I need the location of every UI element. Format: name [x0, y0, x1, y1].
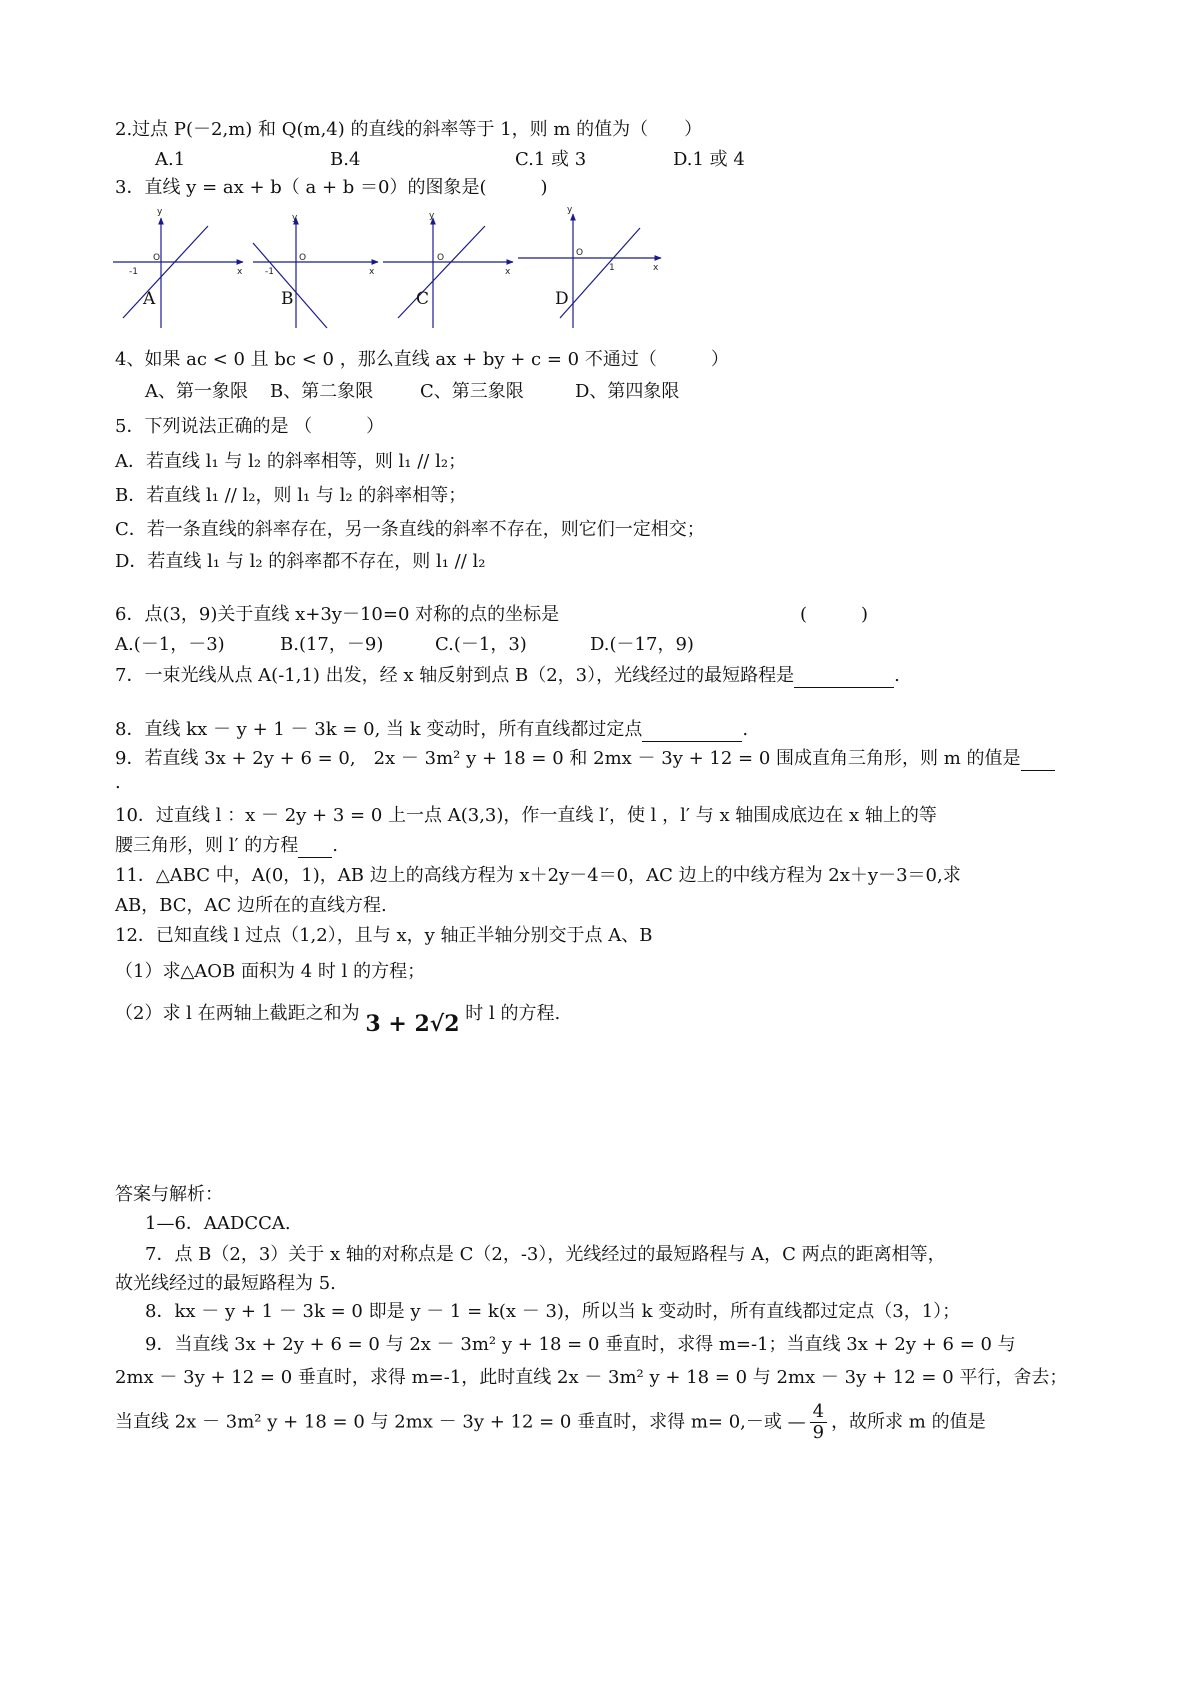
answer-9-line1: 9．当直线 3x + 2y + 6 = 0 与 2x － 3m² y + 18 = 0 垂直时，求得 m=-1；当直线 3x + 2y + 6 = 0 与 [145, 1334, 1016, 1355]
graph-d-tick: 1 [609, 263, 615, 273]
q2-option-b: B.4 [330, 149, 361, 170]
q3-stem: 3．直线 y = ax + b（ a + b ＝0）的图象是( ) [115, 177, 548, 198]
q8-blank [642, 723, 742, 742]
graph-b-y-label: y [292, 213, 298, 223]
q7-text: 7．一束光线从点 A(-1,1) 出发，经 x 轴反射到点 B（2，3），光线经过的最短路程是 [115, 665, 795, 686]
q5-option-d: D．若直线 l₁ 与 l₂ 的斜率都不存在，则 l₁ // l₂ [115, 551, 486, 572]
q5-option-c: C．若一条直线的斜率存在，另一条直线的斜率不存在，则它们一定相交； [115, 519, 705, 540]
q10-blank [298, 839, 332, 858]
graph-d [518, 214, 661, 328]
answer-9-text: 当直线 2x － 3m² y + 18 = 0 与 2mx － 3y + 12 = 0 垂直时，求得 m= 0,－或 — [115, 1411, 806, 1433]
graph-a-tick: -1 [129, 267, 138, 277]
answer-8: 8．kx － y + 1 － 3k = 0 即是 y － 1 = k(x － 3)，所以当 k 变动时，所有直线都过定点（3，1）； [145, 1301, 961, 1322]
q11-line1: 11．△ABC 中，A(0，1)，AB 边上的高线方程为 x＋2y－4＝0，AC 边上的中线方程为 2x＋y－3＝0,求 [115, 865, 961, 886]
graph-d-y-label: y [567, 205, 573, 215]
q10-end: . [332, 835, 339, 856]
answer-9-fraction [810, 1402, 827, 1443]
graph-c [383, 218, 513, 328]
graph-b-label: B [281, 289, 294, 309]
answer-9-end: ，故所求 m 的值是 [831, 1411, 986, 1433]
q6-options [115, 633, 694, 657]
q11-line2: AB，BC，AC 边所在的直线方程. [115, 895, 387, 916]
fraction-denominator: 9 [812, 1422, 825, 1443]
q3-graphs [113, 205, 733, 336]
q5-stem: 5．下列说法正确的是 （ ） [115, 416, 385, 437]
graph-c-x-label: x [505, 267, 511, 277]
graph-d-label: D [555, 289, 569, 309]
answer-9-line3 [115, 1402, 986, 1443]
graph-c-y-label: y [429, 211, 435, 221]
q2-stem: 2.过点 P(－2,m) 和 Q(m,4) 的直线的斜率等于 1，则 m 的值为（ ） [115, 119, 703, 140]
q8-text: 8．直线 kx － y + 1 － 3k = 0, 当 k 变动时，所有直线都过定点 [115, 719, 643, 740]
graph-c-origin: O [437, 253, 445, 263]
answers-title: 答案与解析： [115, 1184, 223, 1205]
answer-1-6: 1—6．AADCCA. [145, 1213, 291, 1234]
q6-option-b: B.(17，－9) [280, 634, 384, 655]
q9-line2: . [115, 772, 121, 793]
graph-a-y-label: y [157, 207, 163, 217]
q5-option-a: A．若直线 l₁ 与 l₂ 的斜率相等，则 l₁ // l₂； [115, 451, 467, 472]
q4-option-a: A、第一象限 [145, 381, 248, 402]
graph-a-origin: O [153, 253, 161, 263]
q4-stem: 4、如果 ac < 0 且 bc < 0 ，那么直线 ax + by + c = 0 不通过（ ） [115, 349, 729, 370]
q10-line1: 10．过直线 l ：x － 2y + 3 = 0 上一点 A(3,3)，作一直线 l′，使 l ，l′ 与 x 轴围成底边在 x 轴上的等 [115, 805, 937, 826]
q12-part1: （1）求△AOB 面积为 4 时 l 的方程； [115, 961, 426, 982]
q6-option-c: C.(－1，3) [435, 634, 527, 655]
q12-part2 [115, 1000, 561, 1037]
graph-d-origin: O [576, 248, 584, 258]
q4-option-b: B、第二象限 [270, 381, 374, 402]
graph-a-x-label: x [237, 267, 243, 277]
q4-options [145, 380, 679, 404]
q6-paren: ( ) [800, 604, 869, 625]
q7-end: . [894, 665, 900, 686]
q9-text: 9．若直线 3x + 2y + 6 = 0, 2x － 3m² y + 18 = 0 和 2mx － 3y + 12 = 0 围成直角三角形，则 m 的值是 [115, 748, 1021, 769]
q7-line [115, 664, 900, 688]
graph-b-origin: O [299, 253, 307, 263]
q8-end: . [742, 719, 749, 740]
q2-options [155, 148, 745, 172]
q2-option-d: D.1 或 4 [673, 149, 745, 170]
q7-blank [794, 669, 894, 688]
q9-blank [1021, 752, 1055, 771]
q12-part2-expr: 3 + 2√2 [365, 1011, 460, 1037]
q6-option-d: D.(－17，9) [590, 634, 694, 655]
q4-option-c: C、第三象限 [420, 381, 524, 402]
answer-7-line1: 7．点 B（2，3）关于 x 轴的对称点是 C（2，-3），光线经过的最短路程与 A，C 两点的距离相等， [145, 1244, 946, 1265]
q10-text: 腰三角形，则 l′ 的方程 [115, 835, 299, 856]
q12-part2-text: （2）求 l 在两轴上截距之和为 [115, 1003, 360, 1024]
q12-part2-end: 时 l 的方程. [465, 1003, 561, 1024]
q5-option-b: B．若直线 l₁ // l₂，则 l₁ 与 l₂ 的斜率相等； [115, 485, 467, 506]
graph-a-label: A [143, 289, 156, 309]
q12-stem: 12．已知直线 l 过点（1,2），且与 x，y 轴正半轴分别交于点 A、B [115, 925, 653, 946]
q2-option-a: A.1 [155, 149, 186, 170]
graph-b-x-label: x [369, 267, 375, 277]
q2-option-c: C.1 或 3 [515, 149, 587, 170]
q6-stem: 6．点(3，9)关于直线 x+3y－10=0 对称的点的坐标是 [115, 604, 560, 625]
q9-line1 [115, 747, 1055, 771]
q6-option-a: A.(－1，－3) [115, 634, 225, 655]
q10-line2 [115, 834, 338, 858]
graph-b-tick: -1 [265, 267, 274, 277]
answer-7-line2: 故光线经过的最短路程为 5. [115, 1273, 336, 1294]
graph-d-x-label: x [653, 263, 659, 273]
q4-option-d: D、第四象限 [575, 381, 680, 402]
graph-c-label: C [416, 289, 430, 309]
fraction-numerator: 4 [810, 1402, 827, 1423]
answer-9-line2: 2mx － 3y + 12 = 0 垂直时，求得 m=-1，此时直线 2x － 3m² y + 18 = 0 与 2mx － 3y + 12 = 0 平行，舍去； [115, 1367, 1068, 1388]
q8-line [115, 718, 748, 742]
